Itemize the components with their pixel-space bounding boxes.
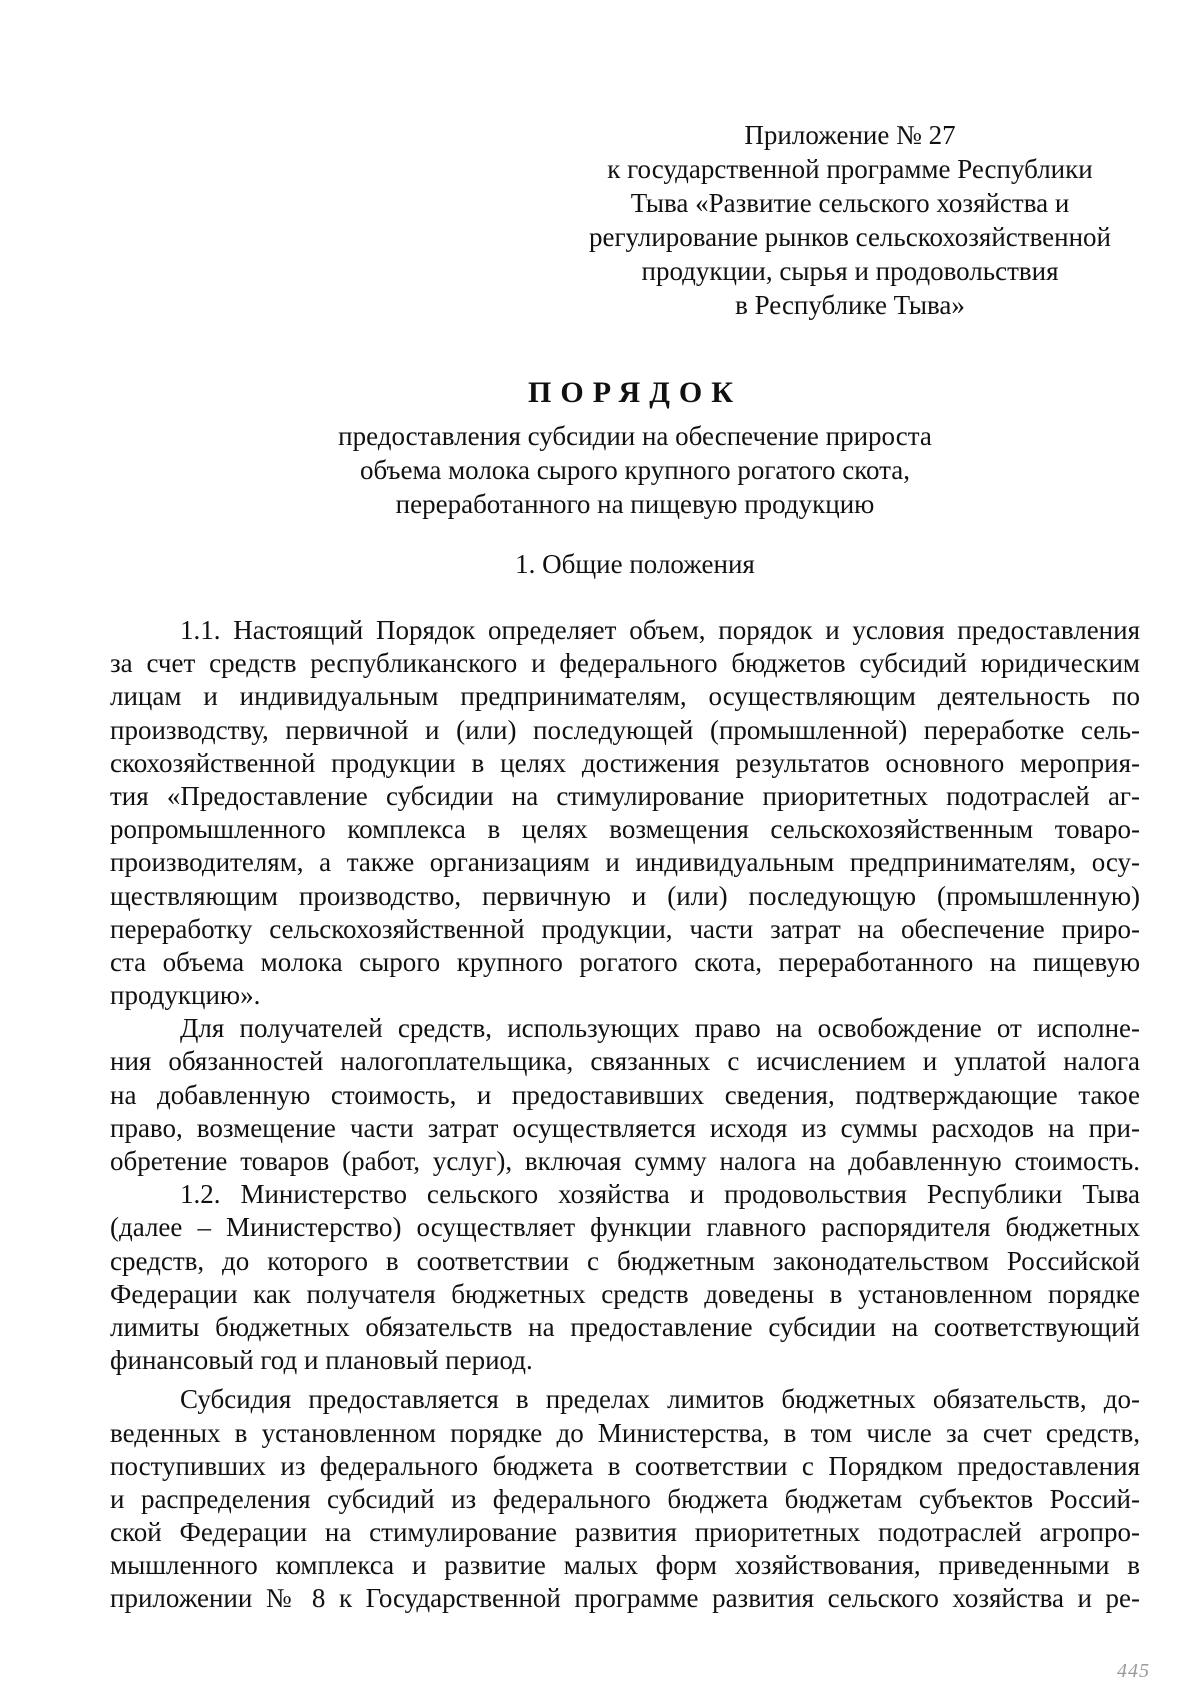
appendix-line: в Республике Тыва» [735, 290, 965, 320]
text-line: производителям, а также организациям и индивидуальным предпринимателям, осу- [110, 847, 1140, 878]
text-line: Для получателей средств, использующих право на освобождение от исполне- [180, 1013, 1140, 1044]
text-line: ста объема молока сырого крупного рогатого скота, переработанного на пищевую [110, 946, 1140, 977]
document-title: ПОРЯДОК [528, 376, 742, 409]
text-line: ропромышленного комплекса в целях возмещения сельскохозяйственным товаро- [110, 814, 1140, 845]
page-number: 445 [1117, 1660, 1150, 1682]
subtitle-line: объема молока сырого крупного рогатого скота, [359, 455, 911, 485]
text-line: продукцию». [110, 980, 261, 1011]
appendix-line: Приложение № 27 [744, 120, 956, 150]
text-line: ществляющим производство, первичную и (или) последующую (промышленную) [110, 880, 1140, 911]
appendix-line: к государственной программе Республики [607, 154, 1093, 184]
text-line: лимиты бюджетных обязательств на предоставление субсидии на соответствующий [110, 1311, 1140, 1342]
text-line: ской Федерации на стимулирование развития приоритетных подотраслей агропро- [110, 1517, 1140, 1548]
text-line: (далее – Министерство) осуществляет функции главного распорядителя бюджетных [110, 1212, 1140, 1243]
appendix-header [560, 118, 1140, 322]
text-line: на добавленную стоимость, и предоставивших сведения, подтверждающие такое [110, 1079, 1140, 1110]
text-line: ния обязанностей налогоплательщика, связанных с исчислением и уплатой налога [110, 1046, 1140, 1077]
subtitle-line: предоставления субсидии на обеспечение прироста [338, 421, 932, 451]
text-line: за счет средств республиканского и федерального бюджетов субсидий юридическим [110, 648, 1140, 679]
text-line: веденных в установленном порядке до Министерства, в том числе за счет средств, [110, 1417, 1140, 1448]
text-line: 1.2. Министерство сельского хозяйства и продовольствия Республики Тыва [180, 1179, 1140, 1210]
text-line: лицам и индивидуальным предпринимателям, осуществляющим деятельность по [110, 681, 1140, 712]
text-line: и распределения субсидий из федерального бюджета бюджетам субъектов Россий- [110, 1483, 1140, 1514]
section-heading: 1. Общие положения [515, 549, 755, 579]
body-text [110, 614, 1140, 1616]
subtitle-line: переработанного на пищевую продукцию [395, 489, 875, 519]
text-line: Федерации как получателя бюджетных средств доведены в установленном порядке [110, 1278, 1140, 1309]
document-subtitle [0, 419, 1200, 521]
text-line: переработку сельскохозяйственной продукции, части затрат на обеспечение приро- [110, 913, 1140, 944]
text-line: скохозяйственной продукции в целях достижения результатов основного мероприя- [110, 747, 1140, 778]
appendix-line: регулирование рынков сельскохозяйственной [589, 222, 1111, 252]
text-line: тия «Предоставление субсидии на стимулирование приоритетных подотраслей аг- [110, 780, 1140, 811]
text-line: обретение товаров (работ, услуг), включая сумму налога на добавленную стоимость. [110, 1146, 1140, 1176]
text-line: средств, до которого в соответствии с бюджетным законодательством Российской [110, 1245, 1140, 1276]
text-line: производству, первичной и (или) последующей (промышленной) переработке сель- [110, 714, 1140, 745]
text-line: приложении № 8 к Государственной программе развития сельского хозяйства и ре- [110, 1583, 1140, 1614]
text-line: 1.1. Настоящий Порядок определяет объем, порядок и условия предоставления [180, 615, 1140, 645]
text-line: финансовый год и плановый период. [110, 1345, 533, 1376]
text-line: мышленного комплекса и развитие малых форм хозяйствования, приведенными в [110, 1550, 1140, 1581]
appendix-line: продукции, сырья и продовольствия [641, 256, 1059, 286]
text-line: право, возмещение части затрат осуществляется исходя из суммы расходов на при- [110, 1112, 1140, 1143]
text-line: Субсидия предоставляется в пределах лимитов бюджетных обязательств, до- [180, 1384, 1140, 1415]
appendix-line: Тыва «Развитие сельского хозяйства и [630, 188, 1070, 218]
text-line: поступивших из федерального бюджета в соответствии с Порядком предоставления [110, 1450, 1140, 1481]
